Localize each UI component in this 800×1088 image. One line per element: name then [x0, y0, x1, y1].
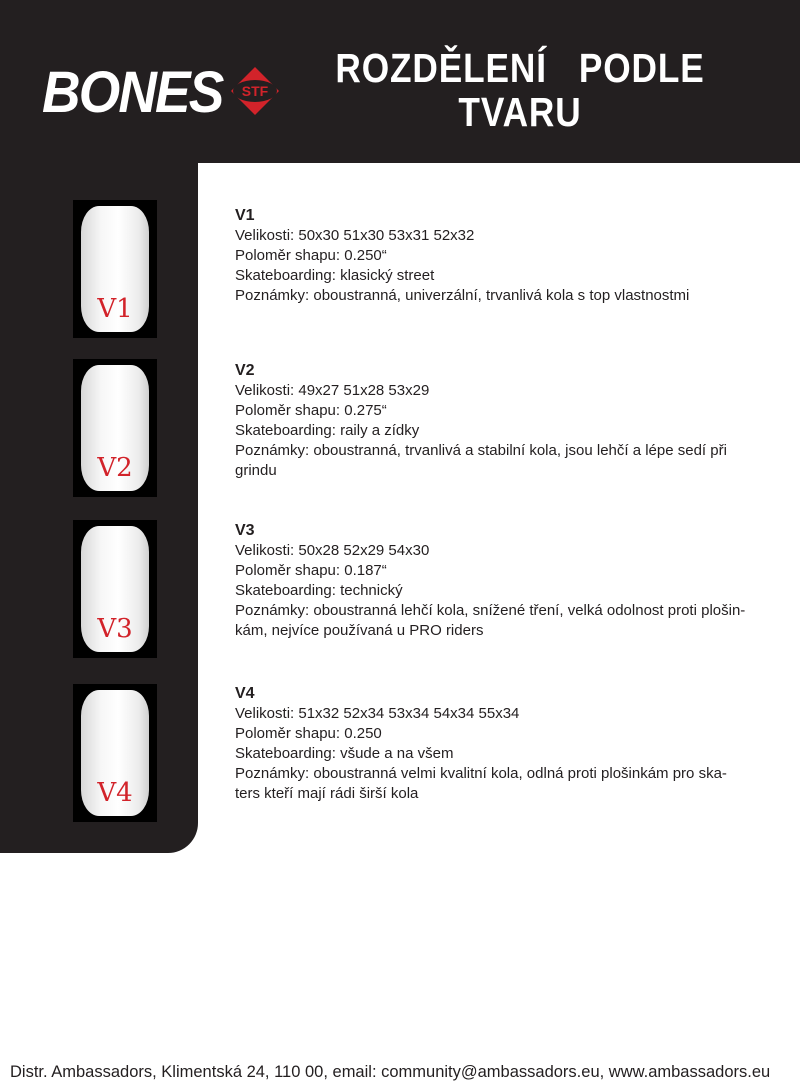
- spec-heading: V1: [235, 207, 255, 224]
- spec-skateboarding: Skateboarding: klasický street: [235, 267, 435, 284]
- spec-sizes: Velikosti: 49x27 51x28 53x29: [235, 382, 430, 399]
- spec-notes: Poznámky: oboustranná lehčí kola, snížené tření, velká odolnost proti plošin-: [235, 602, 746, 619]
- wheel-image-v4: [73, 684, 157, 822]
- spec-skateboarding: Skateboarding: všude a na všem: [235, 745, 454, 762]
- wheel-image-v3: [73, 520, 157, 658]
- spec-notes: Poznámky: oboustranná, univerzální, trvanlivá kola s top vlastnostmi: [235, 287, 690, 304]
- wheel-label: V3: [97, 614, 133, 644]
- spec-heading: V3: [235, 522, 255, 539]
- wheel-label: V2: [97, 453, 133, 483]
- wheel-image-v2: [73, 359, 157, 497]
- spec-notes: Poznámky: oboustranná, trvanlivá a stabilní kola, jsou lehčí a lépe sedí při: [235, 442, 727, 459]
- bones-logo-text: BONES: [42, 60, 223, 125]
- page-title: [331, 46, 709, 134]
- wheel-label: V1: [97, 294, 133, 324]
- spec-skateboarding: Skateboarding: technický: [235, 582, 403, 599]
- spec-sizes: Velikosti: 51x32 52x34 53x34 54x34 55x34: [235, 705, 520, 722]
- wheel-image-v1: [73, 200, 157, 338]
- title-line-1: ROZDĚLENÍ PODLE: [335, 45, 705, 91]
- spec-heading: V2: [235, 362, 255, 379]
- spec-sizes: Velikosti: 50x30 51x30 53x31 52x32: [235, 227, 475, 244]
- spec-block-v1: [235, 206, 775, 306]
- bones-logo: [42, 60, 223, 126]
- spec-skateboarding: Skateboarding: raily a zídky: [235, 422, 420, 439]
- spec-block-v4: [235, 684, 775, 804]
- spec-notes: Poznámky: oboustranná velmi kvalitní kola, odlná proti plošinkám pro ska-: [235, 765, 727, 782]
- header-bar: [0, 0, 800, 163]
- spec-block-v3: [235, 521, 775, 641]
- spec-radius: Poloměr shapu: 0.250“: [235, 247, 387, 264]
- spec-notes-continued: grindu: [235, 462, 277, 479]
- spec-notes-continued: ters kteří mají rádi širší kola: [235, 785, 419, 802]
- stf-logo-text: STF: [241, 83, 269, 99]
- spec-block-v2: [235, 361, 775, 481]
- spec-radius: Poloměr shapu: 0.275“: [235, 402, 387, 419]
- title-line-2: TVARU: [458, 89, 582, 135]
- spec-radius: Poloměr shapu: 0.250: [235, 725, 382, 742]
- spec-notes-continued: kám, nejvíce používaná u PRO riders: [235, 622, 484, 639]
- wheel-label: V4: [97, 778, 133, 808]
- footer-contact: Distr. Ambassadors, Klimentská 24, 110 00, email: community@ambassadors.eu, www.ambassadors.eu: [10, 1063, 771, 1081]
- spec-radius: Poloměr shapu: 0.187“: [235, 562, 387, 579]
- spec-heading: V4: [235, 685, 255, 702]
- stf-logo-icon: [228, 64, 282, 118]
- spec-sizes: Velikosti: 50x28 52x29 54x30: [235, 542, 430, 559]
